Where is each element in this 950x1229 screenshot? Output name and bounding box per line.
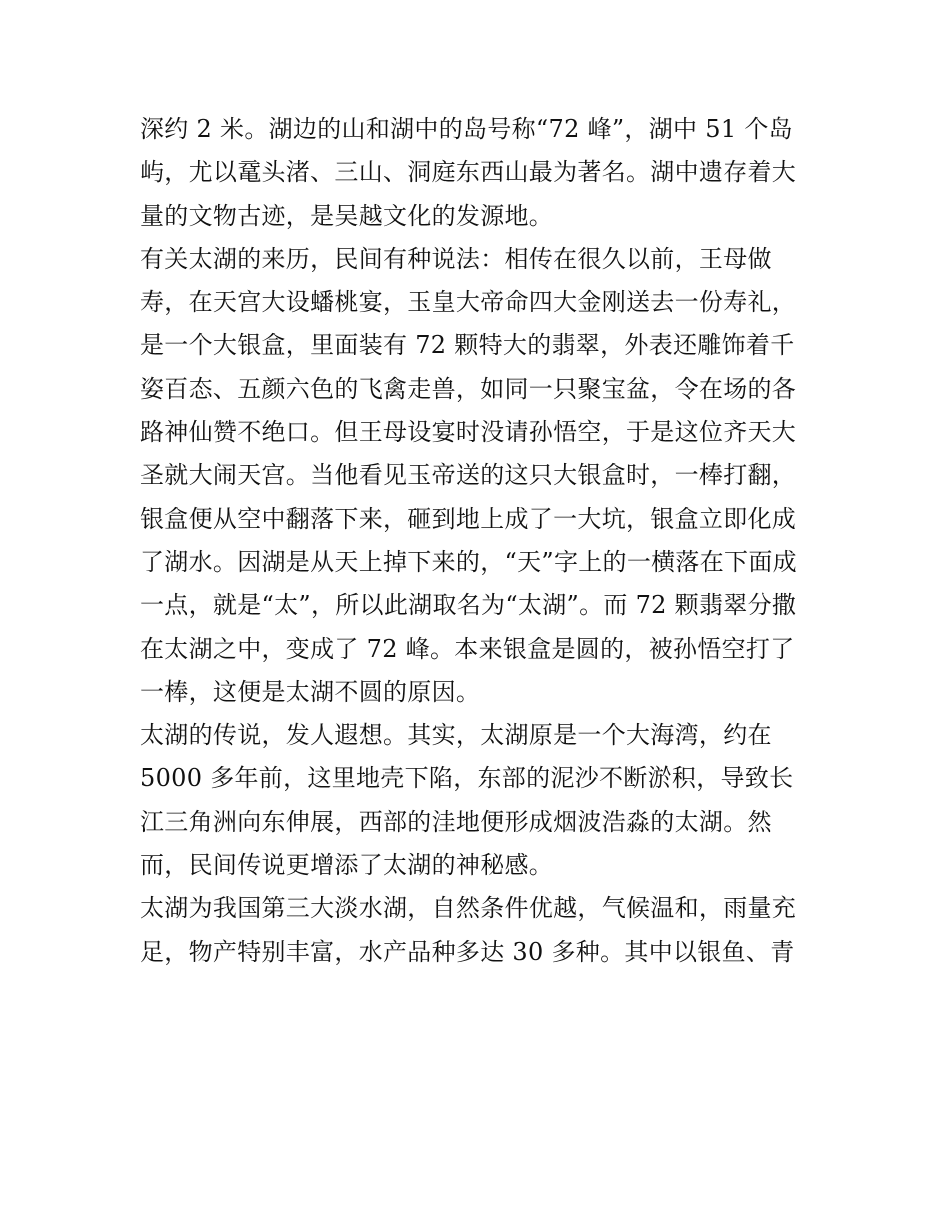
text-line: 圣就大闹天宫。当他看见玉帝送的这只大银盒时，一棒打翻， [140,461,797,490]
text-line: 一棒，这便是太湖不圆的原因。 [140,677,481,706]
text-line: 太湖为我国第三大淡水湖，自然条件优越，气候温和，雨量充 [140,894,797,923]
text-line: 银盒便从空中翻落下来，砸到地上成了一大坑，银盒立即化成 [140,504,797,533]
text-line: 而，民间传说更增添了太湖的神秘感。 [140,851,554,880]
text-line: 一点，就是“太”，所以此湖取名为“太湖”。而 72 颗翡翠分撒 [140,591,797,620]
body-text [140,108,820,974]
text-line: 姿百态、五颜六色的飞禽走兽，如同一只聚宝盆，令在场的各 [140,374,797,403]
text-line: 江三角洲向东伸展，西部的洼地便形成烟波浩淼的太湖。然 [140,807,772,836]
text-line: 了湖水。因湖是从天上掉下来的，“天”字上的一横落在下面成 [140,547,797,576]
text-line: 是一个大银盒，里面装有 72 颗特大的翡翠，外表还雕饰着千 [140,331,795,360]
text-line: 5000 多年前，这里地壳下陷，东部的泥沙不断淤积，导致长 [140,764,794,793]
text-line: 足，物产特别丰富，水产品种多达 30 多种。其中以银鱼、青 [140,937,795,966]
text-line: 太湖的传说，发人遐想。其实，太湖原是一个大海湾，约在 [140,721,772,750]
text-line: 屿，尤以鼋头渚、三山、洞庭东西山最为著名。湖中遗存着大 [140,158,797,187]
text-line: 有关太湖的来历，民间有种说法：相传在很久以前，王母做 [140,244,772,273]
text-line: 寿，在天宫大设蟠桃宴，玉皇大帝命四大金刚送去一份寿礼， [140,288,797,317]
text-line: 量的文物古迹，是吴越文化的发源地。 [140,201,554,230]
text-line: 深约 2 米。湖边的山和湖中的岛号称“72 峰”，湖中 51 个岛 [140,115,793,143]
text-line: 路神仙赞不绝口。但王母设宴时没请孙悟空，于是这位齐天大 [140,418,797,447]
text-line: 在太湖之中，变成了 72 峰。本来银盒是圆的，被孙悟空打了 [140,634,795,663]
